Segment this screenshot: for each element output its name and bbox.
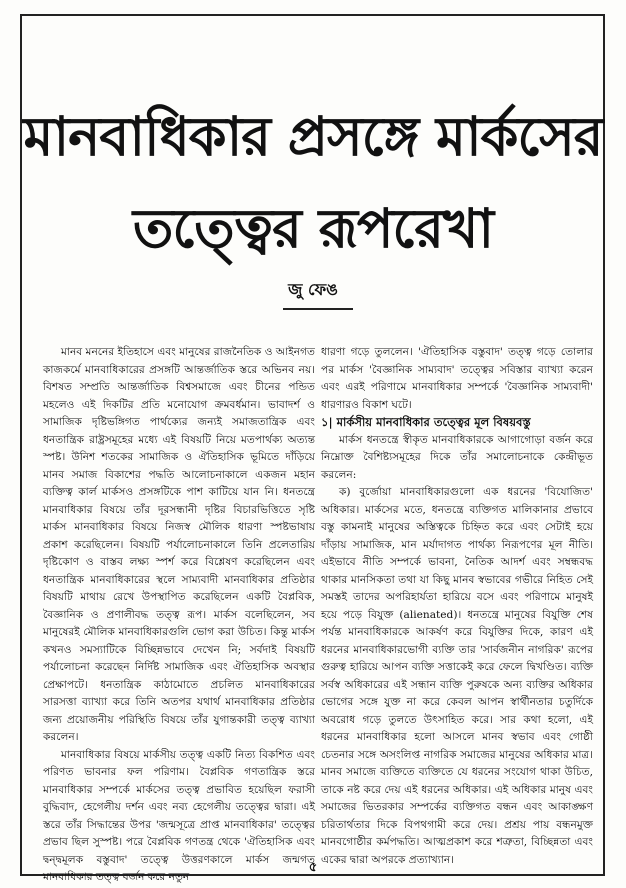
paragraph: ধারণা গড়ে তুললেন। 'ঐতিহাসিক বস্তুবাদ' তত্ত্ব গড়ে তোলার পর মার্কস 'বৈজ্ঞানিক সাম্যবাদ' তত্ত্বের সবিস্তার ব্যাখ্যা করেন এবং এরই পরিণামে মানবাধিকার সম্পর্কে 'বৈজ্ঞানিক সাম্যবাদী' ধারণারও বিকাশ ঘটে। xyxy=(321,346,593,411)
paragraph: মানবাধিকার বিষয়ে মার্কসীয় তত্ত্ব একটি নিত্য বিকশিত এবং পরিণত ভাবনার ফল পরিণাম। বৈপ্লবিক গণতান্ত্রিক স্তরে মানবাধিকার সম্পর্কে মার্কসের তত্ত্ব প্রভাবিত হয়েছিল ফরাসী বুদ্ধিবাদ, হেগেলীয় দর্শন এবং নব্য হেগেলীয় তত্ত্বের দ্বারা। এই স্তরে তাঁর সিদ্ধান্তের উপর 'জন্মসূত্রে প্রাপ্ত মানবাধিকার' তত্ত্বের প্রভাব ছিল সুস্পষ্ট। পরে বৈপ্লবিক গণতন্ত্র থেকে 'ঐতিহাসিক এবং দ্বন্দ্বমূলক বস্তুবাদ' তত্ত্বে উত্তরণকালে মার্কস জন্মগত মানবাধিকার তত্ত্ব বর্জন করে নতুন xyxy=(43,748,315,883)
right-column xyxy=(321,344,593,869)
author-block xyxy=(0,277,626,304)
paragraph: মানব মননের ইতিহাসে এবং মানুষের রাজনৈতিক ও আইনগত কাজকর্মে মানবাধিকারের প্রসঙ্গটি আন্তর্জাতিক স্তরে অভিনব নয়। বিশষত সম্প্রতি আন্তর্জাতিক বিশ্বসমাজে এবং চীনের পন্ডিত মহলেও এই দিকটির প্রতি মনোযোগ ক্রমবর্ধমান। ভাবাদর্শ ও সামাজিক দৃষ্টিভঙ্গিগত পার্থক্যের জন্যই সমাজতান্ত্রিক এবং ধনতান্ত্রিক রাষ্ট্রসমূহের মধ্যে এই বিষয়টি নিয়ে মতপার্থক্য অত্যন্ত স্পষ্ট। উনিশ শতকের সামাজিক ও ঐতিহাসিক ভূমিতে দাঁড়িয়ে মানব সমাজ বিকাশের পদ্ধতি আলোচনাকালে একজন মহান ব্যক্তিত্ব কার্ল মার্কসও প্রসঙ্গটিকে পাশ কাটিয়ে যান নি। ধনতন্ত্রে মানবাধিকার বিষয়ে তাঁর দূরসন্ধানী দৃষ্টির বিচারভিত্তিতে সৃষ্টি মার্কস মানবাধিকার বিষয়ে নিজস্ব মৌলিক ধারণা স্পষ্টভাষায় প্রকাশ করেছিলেন। বিষয়টি পর্যালোচনাকালে তিনি প্রলেতারিয় দৃষ্টিকোণ ও বাস্তব লক্ষ্য স্পর্শ করে বিশ্লেষণ করেছিলেন এবং ধনতান্ত্রিক মানবাধিকারের স্থলে সাম্যবাদী মানবাধিকার প্রতিষ্ঠার বিষয়টি মাথায় রেখে উপস্থাপিত করেছিলেন একটি বৈপ্লবিক, বৈজ্ঞানিক ও প্রণালীবদ্ধ তত্ত্ব রূপ। মার্কস বলেছিলেন, সব মানুষেরই মৌলিক মানবাধিকারগুলি ভোগ করা উচিত। কিন্তু মার্কস কখনও সমস্যাটিকে বিচ্ছিন্নভাবে দেখেন নি; সর্বদাই বিষয়টি পর্যালোচনা করেছেন নির্দিষ্ট সামাজিক এবং ঐতিহাসিক অবস্থার প্রেক্ষাপটে। ধনতান্ত্রিক কাঠামোতে প্রচলিত মানবাধিকারের সারসত্তা ব্যাখ্যা করে তিনি অতপর যথার্থ মানবাধিকার প্রতিষ্ঠার জন্য প্রয়োজনীয় পরিস্থিতি বিষয়ে তাঁর যুগান্তকারী তত্ত্ব ব্যাখ্যা করলেন। xyxy=(43,346,315,743)
author-underline xyxy=(283,308,353,310)
page-number: ৫ xyxy=(308,860,318,875)
author-name: জু ফেঙ xyxy=(288,280,338,299)
paragraph-point-a: ক) বুর্জোয়া মানবাধিকারগুলো এক ধরনের 'বিযোজিত' অধিকার। মার্কসের মতে, ধনতন্ত্রে ব্যক্তিগত মালিকানার প্রভাবে বস্তু কামনাই মানুষের অস্তিত্বকে চিহ্নিত করে এবং সেটাই হয়ে দাঁড়ায় সামাজিক, মান মর্যাদাগত পার্থক্য নিরূপণের মূল নীতি। এইভাবে নীতি সম্পর্কে ভাবনা, নৈতিক আদর্শ এবং সম্বন্ধবদ্ধ থাকার মানসিকতা তথা যা কিছু মানব স্বভাবের গভীরে নিহিত সেই সমস্তই তাদের অপরিহার্যতা হারিয়ে বসে এবং পরিণামে মানুষই হয়ে পড়ে বিযুক্ত (alienated)। ধনতন্ত্রে মানুষের বিযুক্তি শেষ পর্যন্ত মানবাধিকারকে আকর্ষণ করে বিযুক্তির দিকে, কারণ এই ধরনের মানবাধিকারভোগী ব্যক্তি তার 'সার্বজনীন নাগরিক' রূপের গুরুত্ব হারিয়ে আপন ব্যক্তি সত্তাকেই করে ফেলে দ্বিখণ্ডিত। ব্যক্তি সর্বস্ব অধিকারের এই সন্ধান ব্যক্তি পুরুষকে অন্য ব্যক্তির অধিকার ভোগের সঙ্গে যুক্ত না করে কেবল আপন স্বার্থীনতার চতুর্দিকে অবরোধ গড়ে তুলতে উৎসাহিত করে। সার কথা হলো, এই ধরনের মানবাধিকার হলো আসলে মানব স্বভাব এবং গোষ্ঠী চেতনার সঙ্গে অসংলিপ্ত নাগরিক সমাজের মানুষের অধিকার মাত্র। মানব সমাজে ব্যক্তিতে ব্যক্তিতে যে ধরনের সংযোগ থাকা উচিত, তাকে নষ্ট করে দেয় এই ধরনের অধিকার। এই অধিকার মানুষ এবং সমাজের ভিতরকার সম্পর্কের ব্যক্তিগত বন্ধন এবং আকাঙ্ক্ষণ চরিতার্থতার দিকে বিপথগামী করে দেয়। প্রশ্রয় পায় বন্ধনমুক্ত মানবগোষ্ঠীর কর্মপদ্ধতি। আত্মপ্রকাশ করে শত্রুতা, বিচ্ছিন্নতা এবং একের দ্বারা অপরকে প্রত্যাখ্যান। xyxy=(321,486,593,866)
left-column xyxy=(43,344,315,887)
article-title xyxy=(0,90,626,274)
section-heading: ১| মার্কসীয় মানবাধিকার তত্ত্বের মূল বিষয়বস্তু xyxy=(321,415,531,429)
title-line-2: তত্ত্বের রূপরেখা xyxy=(132,196,494,260)
title-line-1: মানবাধিকার প্রসঙ্গে মার্কসের xyxy=(23,104,603,168)
paragraph: মার্কস ধনতন্ত্রে স্বীকৃত মানবাধিকারকে আগাগোড়া বর্জন করে নিম্নোক্ত বৈশিষ্ট্যসমূহের দিকে তাঁর সমালোচনাকে কেন্দ্রীভূত করলেন: xyxy=(321,433,593,481)
